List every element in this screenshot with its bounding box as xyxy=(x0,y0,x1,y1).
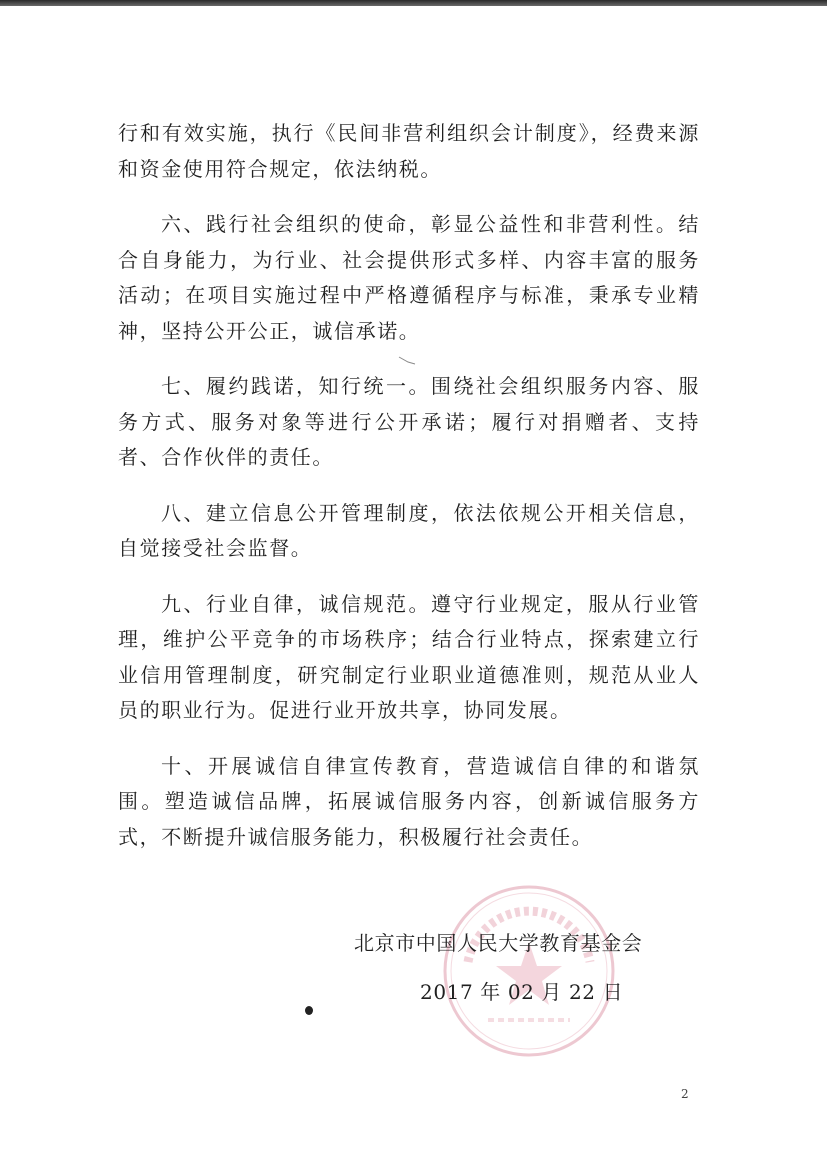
document-body xyxy=(118,116,700,875)
pen-mark-icon xyxy=(398,355,416,365)
organization-name: 北京市中国人民大学教育基金会 xyxy=(354,931,643,955)
page-number: 2 xyxy=(681,1087,689,1101)
paragraph-item-10: 十、开展诚信自律宣传教育，营造诚信自律的和谐氛围。塑造诚信品牌，拓展诚信服务内容，创新诚信服务方式，不断提升诚信服务能力，积极履行社会责任。 xyxy=(118,753,700,849)
paragraph-item-7: 七、履约践诺，知行统一。围绕社会组织服务内容、服务方式、服务对象等进行公开承诺；履行对捐赠者、支持者、合作伙伴的责任。 xyxy=(118,374,700,469)
paragraph-item-8: 八、建立信息公开管理制度，依法依规公开相关信息，自觉接受社会监督。 xyxy=(118,500,700,560)
paragraph-continuation: 行和有效实施，执行《民间非营利组织会计制度》，经费来源和资金使用符合规定，依法纳税。 xyxy=(118,121,700,181)
signature-date: 2017 年 02 月 22 日 xyxy=(420,980,624,1004)
ink-spot xyxy=(305,1006,313,1015)
scan-top-edge xyxy=(0,0,827,6)
paragraph-item-9: 九、行业自律，诚信规范。遵守行业规定，服从行业管理，维护公平竞争的市场秩序；结合行业特点，探索建立行业信用管理制度，研究制定行业职业道德准则，规范从业人员的职业行为。促进行业开放共享，协同发展。 xyxy=(118,591,700,722)
official-seal-icon xyxy=(438,880,620,1062)
paragraph-item-6: 六、践行社会组织的使命，彰显公益性和非营利性。结合自身能力，为行业、社会提供形式多样、内容丰富的服务活动；在项目实施过程中严格遵循程序与标准，秉承专业精神，坚持公开公正，诚信承诺。 xyxy=(118,212,700,343)
